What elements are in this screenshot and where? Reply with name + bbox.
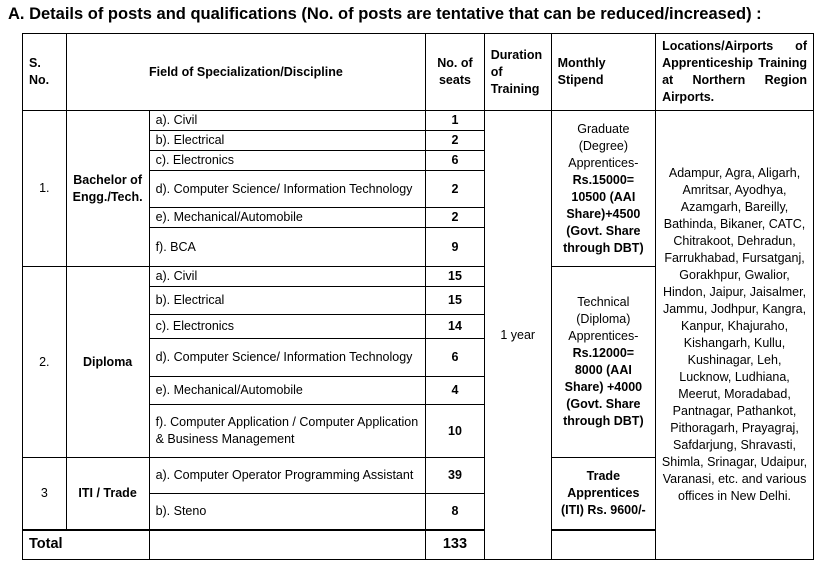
seats-cell: 14 xyxy=(426,315,485,339)
seats-cell: 1 xyxy=(426,111,485,131)
seats-cell: 2 xyxy=(426,208,485,228)
section-heading: A. Details of posts and qualifications (No. of posts are tentative that can be reduced/increased) : xyxy=(8,5,762,23)
stipend-cell xyxy=(551,267,655,458)
stipend-cell: Trade Apprentices (ITI) Rs. 9600/- xyxy=(551,458,655,530)
seats-cell: 2 xyxy=(426,131,485,151)
header-duration: Duration of Training xyxy=(484,34,551,111)
discipline-cell: f). BCA xyxy=(149,228,426,267)
header-sno: S. No. xyxy=(23,34,67,111)
discipline-cell: e). Mechanical/Automobile xyxy=(149,208,426,228)
stipend-normal: Technical (Diploma) Apprentices- xyxy=(568,295,639,343)
total-blank-cell xyxy=(551,530,813,560)
seats-cell: 39 xyxy=(426,458,485,494)
seats-cell: 10 xyxy=(426,405,485,458)
total-blank-cell xyxy=(149,530,426,560)
discipline-cell: e). Mechanical/Automobile xyxy=(149,377,426,405)
stipend-amount: Rs.15000= 10500 (AAI Share)+4500 (Govt. Share through DBT) xyxy=(563,172,644,255)
group-sno: 3 xyxy=(23,458,67,530)
discipline-cell: b). Electrical xyxy=(149,131,426,151)
discipline-cell: a). Civil xyxy=(149,111,426,131)
header-stipend: Monthly Stipend xyxy=(551,34,655,111)
discipline-cell: a). Computer Operator Programming Assistant xyxy=(149,458,426,494)
group-sno: 1. xyxy=(23,111,67,267)
stipend-cell xyxy=(551,111,655,267)
discipline-cell: c). Electronics xyxy=(149,315,426,339)
discipline-cell: a). Civil xyxy=(149,267,426,287)
seats-cell: 6 xyxy=(426,151,485,171)
discipline-cell: b). Steno xyxy=(149,494,426,530)
duration-cell: 1 year xyxy=(484,111,551,560)
group-category: Bachelor of Engg./Tech. xyxy=(66,111,149,267)
seats-cell: 8 xyxy=(426,494,485,530)
stipend-amount: Rs.12000= 8000 (AAI Share) +4000 (Govt. Share through DBT) xyxy=(563,346,644,428)
discipline-cell: f). Computer Application / Computer Application & Business Management xyxy=(149,405,426,458)
locations-cell: Adampur, Agra, Aligarh, Amritsar, Ayodhya, Azamgarh, Bareilly, Bathinda, Bikaner, CATC, Chitrakoot, Dehradun, Farrukhabad, Fursatganj, Gorakhpur, Gwalior, Hindon, Jaipur, Jaisalmer, Jammu, Jodhpur, Kangra, Kanpur, Khajuraho, Kishangarh, Kullu, Kushinagar, Leh, Lucknow, Ludhiana, Meerut, Moradabad, Pantnagar, Pathankot, Pithoragarh, Prayagraj, Safdarjung, Shravasti, Shimla, Srinagar, Udaipur, Varanasi, etc. and various offices in New Delhi. xyxy=(656,111,814,560)
header-locations: Locations/Airports of Apprenticeship Training at Northern Region Airports. xyxy=(656,34,814,111)
discipline-cell: d). Computer Science/ Information Technology xyxy=(149,171,426,208)
seats-cell: 9 xyxy=(426,228,485,267)
header-field: Field of Specialization/Discipline xyxy=(66,34,426,111)
group-category: ITI / Trade xyxy=(66,458,149,530)
discipline-cell: b). Electrical xyxy=(149,287,426,315)
seats-cell: 6 xyxy=(426,339,485,377)
total-seats: 133 xyxy=(426,530,485,560)
posts-table xyxy=(22,33,814,560)
stipend-normal: Graduate (Degree) Apprentices- xyxy=(568,121,639,170)
seats-cell: 4 xyxy=(426,377,485,405)
group-category: Diploma xyxy=(66,267,149,458)
discipline-cell: d). Computer Science/ Information Technology xyxy=(149,339,426,377)
seats-cell: 2 xyxy=(426,171,485,208)
discipline-cell: c). Electronics xyxy=(149,151,426,171)
total-label: Total xyxy=(23,530,150,560)
group-sno: 2. xyxy=(23,267,67,458)
header-row xyxy=(23,34,814,111)
header-seats: No. of seats xyxy=(426,34,485,111)
seats-cell: 15 xyxy=(426,287,485,315)
table-row xyxy=(23,111,814,131)
seats-cell: 15 xyxy=(426,267,485,287)
total-row xyxy=(23,530,814,560)
